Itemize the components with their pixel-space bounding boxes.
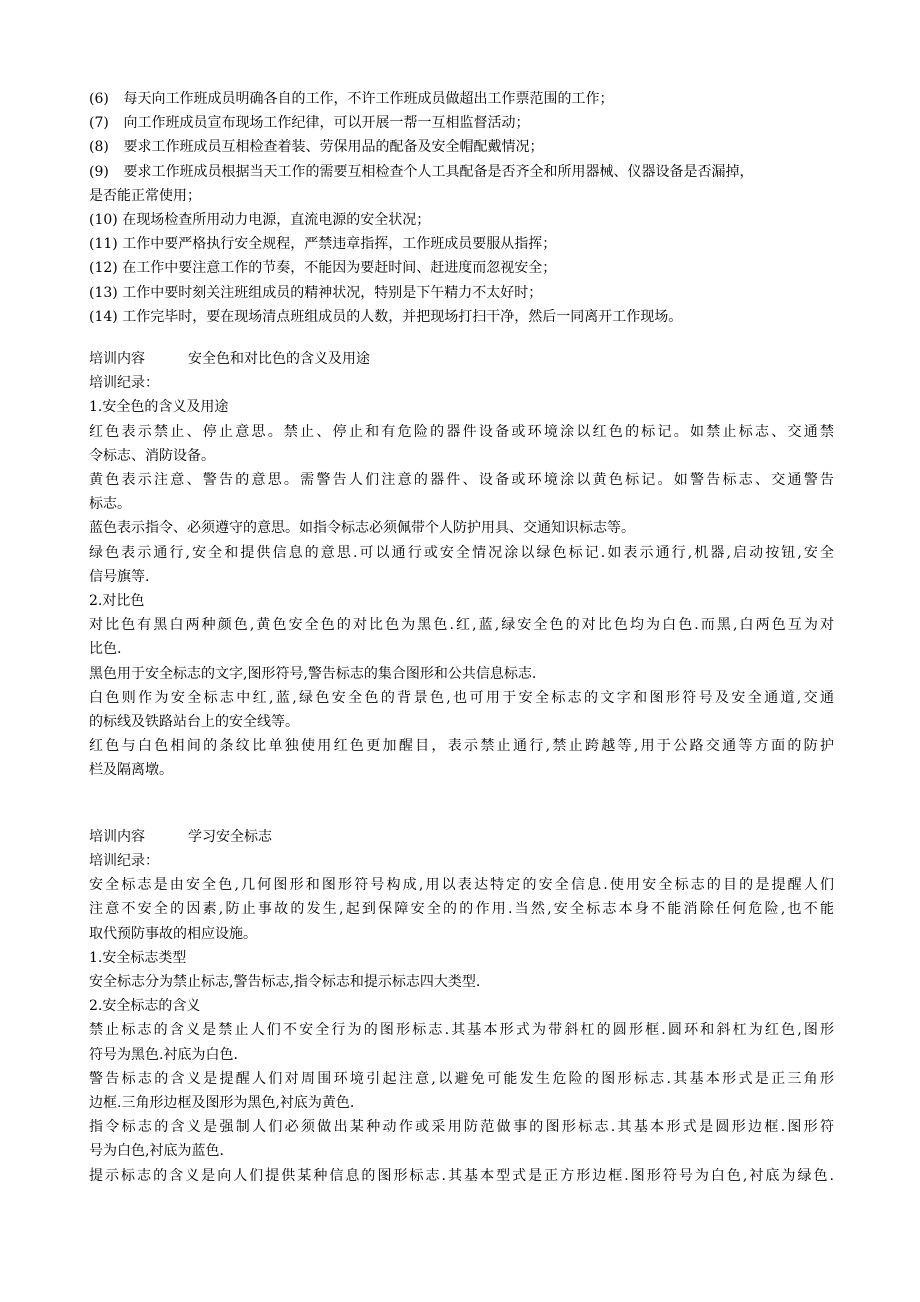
item-text: 向工作班成员宣布现场工作纪律，可以开展一帮一互相监督活动； bbox=[123, 115, 530, 132]
list-item bbox=[89, 111, 834, 135]
spacer bbox=[89, 329, 834, 347]
body-line: 取代预防事故的相应设施。 bbox=[89, 925, 257, 942]
body-line: 提示标志的含义是向人们提供某种信息的图形标志.其基本型式是正方形边框.图形符号为白色,衬底为绿色. bbox=[89, 1167, 834, 1184]
record-label: 培训纪录： bbox=[89, 375, 159, 392]
item-text: 工作中要时刻关注班组成员的精神状况，特别是下午精力不太好时； bbox=[122, 284, 543, 301]
item-text: 要求工作班成员根据当天工作的需要互相检查个人工具配备是否齐全和所用器械、仪器设备是否漏掉， bbox=[123, 163, 754, 180]
body-line: 注意不安全的因素,防止事故的发生,起到保障安全的的作用.当然,安全标志本身不能消除任何危险,也不能 bbox=[89, 901, 834, 918]
item-number: (6) bbox=[89, 91, 109, 107]
body-line: 红色表示禁止、停止意思。禁止、停止和有危险的器件设备或环境涂以红色的标记。如禁止标志、交通禁 bbox=[89, 423, 834, 440]
body-line: 的标线及铁路站台上的安全线等。 bbox=[89, 714, 299, 731]
section-title: 安全色和对比色的含义及用途 bbox=[188, 351, 370, 368]
list-item bbox=[89, 87, 834, 111]
body-line: 指令标志的含义是强制人们必须做出某种动作或采用防范做事的图形标志.其基本形式是圆形边框.图形符 bbox=[89, 1119, 834, 1136]
training-section-signs bbox=[89, 825, 834, 1188]
body-line: 令标志、消防设备。 bbox=[89, 447, 215, 464]
item-number: (12) bbox=[89, 260, 118, 277]
item-text: 在工作中要注意工作的节奏，不能因为要赶时间、赶进度而忽视安全； bbox=[122, 260, 557, 277]
list-item bbox=[89, 160, 834, 184]
item-text: 工作完毕时，要在现场清点班组成员的人数，并把现场打扫干净，然后一同离开工作现场。 bbox=[122, 308, 683, 325]
body-line: 白色则作为安全标志中红,蓝,绿色安全色的背景色,也可用于安全标志的文字和图形符号及安全通道,交通 bbox=[89, 689, 834, 706]
section-header bbox=[89, 347, 834, 371]
item-number: (14) bbox=[89, 308, 118, 325]
body-line: 黄色表示注意、警告的意思。需警告人们注意的器件、设备或环境涂以黄色标记。如警告标志、交通警告 bbox=[89, 472, 834, 489]
body-line: 边框.三角形边框及图形为黑色,衬底为黄色. bbox=[89, 1094, 355, 1111]
numbered-list bbox=[89, 87, 834, 329]
section-title: 学习安全标志 bbox=[188, 828, 272, 845]
item-number: (7) bbox=[89, 115, 109, 132]
subheading: 1.安全标志类型 bbox=[89, 949, 187, 966]
list-item bbox=[89, 232, 834, 256]
body-line: 黑色用于安全标志的文字,图形符号,警告标志的集合图形和公共信息标志. bbox=[89, 665, 537, 682]
body-line: 比色. bbox=[89, 641, 122, 658]
body-line: 蓝色表示指令、必须遵守的意思。如指令标志必须佩带个人防护用具、交通知识标志等。 bbox=[89, 520, 635, 537]
body-line: 号为白色,衬底为蓝色. bbox=[89, 1143, 224, 1160]
item-text: 在现场检查所用动力电源，直流电源的安全状况； bbox=[122, 212, 431, 229]
subheading: 2.对比色 bbox=[89, 593, 145, 610]
body-line: 信号旗等. bbox=[89, 568, 150, 585]
item-text: 每天向工作班成员明确各自的工作，不许工作班成员做超出工作票范围的工作； bbox=[123, 91, 614, 107]
item-number: (8) bbox=[89, 139, 109, 156]
section-header bbox=[89, 825, 834, 849]
spacer bbox=[89, 783, 834, 825]
item-number: (9) bbox=[89, 163, 109, 180]
list-item bbox=[89, 281, 834, 305]
item-text: 要求工作班成员互相检查着装、劳保用品的配备及安全帽配戴情况； bbox=[123, 139, 544, 156]
body-line: 安全标志分为禁止标志,警告标志,指令标志和提示标志四大类型. bbox=[89, 973, 481, 990]
list-item bbox=[89, 305, 834, 329]
item-text: 工作中要严格执行安全规程，严禁违章指挥，工作班成员要服从指挥； bbox=[122, 236, 557, 253]
list-item bbox=[89, 256, 834, 280]
body-line: 对比色有黑白两种颜色,黄色安全色的对比色为黑色.红,蓝,绿安全色的对比色均为白色.而黑,白两色互为对 bbox=[89, 617, 834, 634]
section-label: 培训内容 bbox=[89, 351, 145, 368]
body-line: 栏及隔离墩。 bbox=[89, 762, 173, 779]
item-number: (10) bbox=[89, 212, 118, 229]
body-line: 标志。 bbox=[89, 496, 131, 513]
body-line: 警告标志的含义是提醒人们对周围环境引起注意,以避免可能发生危险的图形标志.其基本形式是正三角形 bbox=[89, 1070, 834, 1087]
body-line: 安全标志是由安全色,几何图形和图形符号构成,用以表达特定的安全信息.使用安全标志的目的是提醒人们 bbox=[89, 877, 834, 894]
body-line: 绿色表示通行,安全和提供信息的意思.可以通行或安全情况涂以绿色标记.如表示通行,机器,启动按钮,安全 bbox=[89, 544, 834, 561]
item-number: (11) bbox=[89, 236, 118, 253]
subheading: 1.安全色的含义及用途 bbox=[89, 399, 229, 416]
subheading: 2.安全标志的含义 bbox=[89, 998, 201, 1015]
body-line: 禁止标志的含义是禁止人们不安全行为的图形标志.其基本形式为带斜杠的圆形框.圆环和斜杠为红色,图形 bbox=[89, 1022, 834, 1039]
list-item bbox=[89, 135, 834, 159]
item-continuation: 是否能正常使用； bbox=[89, 187, 201, 204]
body-line: 红色与白色相间的条纹比单独使用红色更加醒目，表示禁止通行,禁止跨越等,用于公路交通等方面的防护 bbox=[89, 738, 834, 755]
record-label: 培训纪录： bbox=[89, 852, 159, 869]
item-number: (13) bbox=[89, 284, 118, 301]
training-section-colors bbox=[89, 347, 834, 783]
list-item bbox=[89, 208, 834, 232]
section-label: 培训内容 bbox=[89, 828, 145, 845]
body-line: 符号为黑色.衬底为白色. bbox=[89, 1046, 238, 1063]
